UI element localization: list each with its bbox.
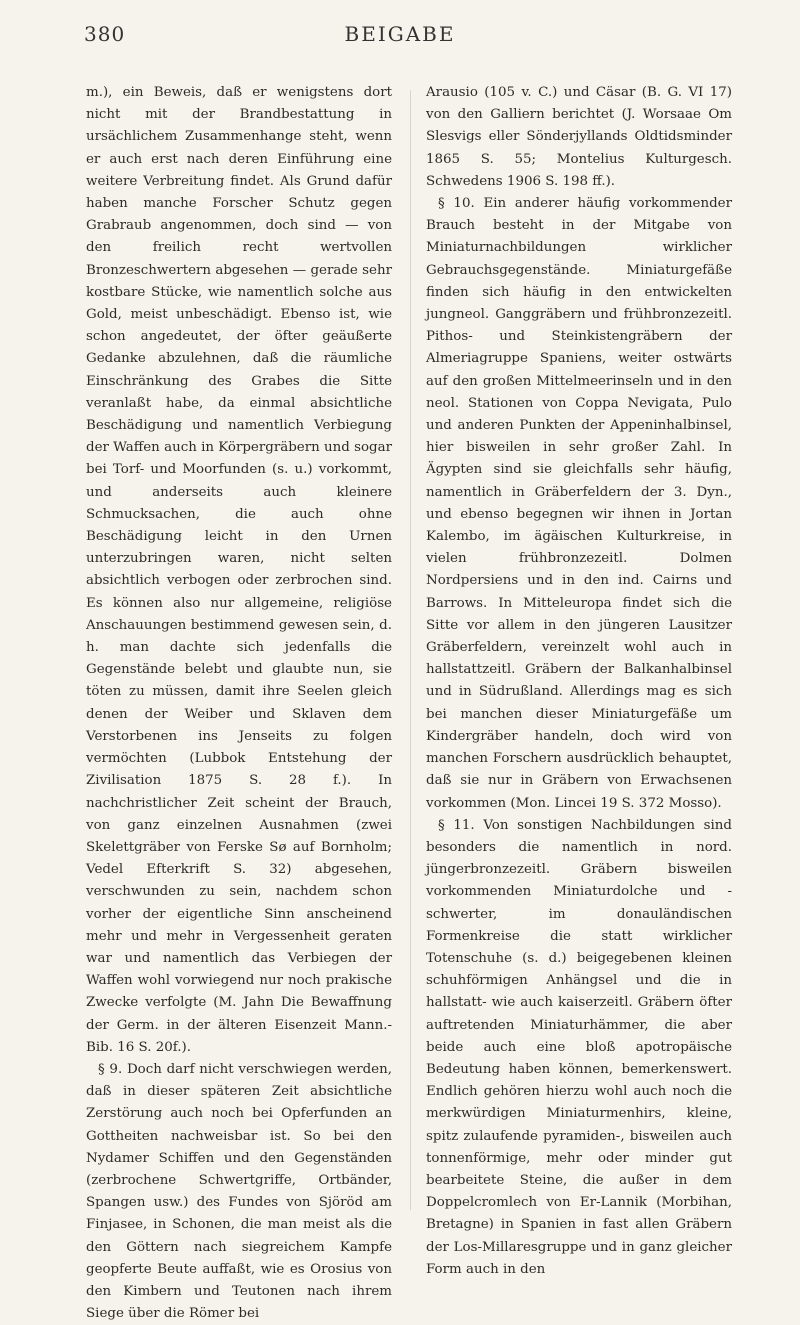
paragraph-section-10: § 10. Ein anderer häufig vorkommender Brauch besteht in der Mitgabe von Miniaturnachbildungen wirklicher Gebrauchsgegenstände. Miniaturgefäße finden sich häufig in den entwickelten jungneol. Ganggräbern und frühbronzezeitl. Pithos- und Steinkistengräbern der Almeriagruppe Spaniens, weiter ostwärts auf den großen Mittelmeerinseln und in den neol. Stationen von Coppa Nevigata, Pulo und anderen Punkten der Appeninhalbinsel, hier bisweilen in sehr großer Zahl. In Ägypten sind sie gleichfalls sehr häufig, namentlich in Gräberfeldern der 3. Dyn., und ebenso begegnen wir ihnen in Jortan Kalembo, im ägäischen Kulturkreise, in vielen frühbronzezeitl. Dolmen Nordpersiens und in den ind. Cairns und Barrows. In Mitteleuropa findet sich die Sitte vor allem in den jüngeren Lausitzer Gräberfeldern, vereinzelt wohl auch in hallstattzeitl. Gräbern der Balkanhalbinsel und in Südrußland. Allerdings mag es sich bei manchen dieser Miniaturgefäße um Kindergräber handeln, doch wird von manchen Forschern ausdrücklich behauptet, daß sie nur in Gräbern von Erwachsenen vorkommen (Mon. Lincei 19 S. 372 Mosso). [426,196,732,811]
paragraph-section-9: § 9. Doch darf nicht verschwiegen werden, daß in dieser späteren Zeit absichtliche Zerstörung auch noch bei Opferfunden an Gottheiten nachweisbar ist. So bei den Nydamer Schiffen und den Gegenständen (zerbrochene Schwertgriffe, Ortbänder, Spangen usw.) des Fundes von Sjöröd am Finjasee, in Schonen, die man meist als die den Göttern nach siegreichem Kampfe geopferte Beute auffaßt, wie es Orosius von den Kimbern und Teutonen nach ihrem Siege über die Römer bei [86,1061,392,1322]
page-number: 380 [84,22,126,46]
left-column [86,82,392,1325]
paragraph: Arausio (105 v. C.) und Cäsar (B. G. VI 17) von den Galliern berichtet (J. Worsaae Om Slesvigs eller Sönderjyllands Oldtidsminder 1865 S. 55; Montelius Kulturgesch. Schwedens 1906 S. 198 ff.). [426,85,732,189]
running-title: BEIGABE [344,22,456,46]
right-column [426,82,732,1281]
paragraph: m.), ein Beweis, daß er wenigstens dort nicht mit der Brandbestattung in ursächlichem Zusammenhange steht, wenn er auch erst nach deren Einführung eine weitere Verbreitung findet. Als Grund dafür haben manche Forscher Schutz gegen Grabraub angenommen, doch sind — von den freilich recht wertvollen Bronzeschwertern abgesehen — gerade sehr kostbare Stücke, wie namentlich solche aus Gold, meist unbeschädigt. Ebenso ist, wie schon angedeutet, der öfter geäußerte Gedanke abzulehnen, daß die räumliche Einschränkung des Grabes die Sitte veranlaßt habe, da einmal absichtliche Beschädigung und namentlich Verbiegung der Waffen auch in Körpergräbern und sogar bei Torf- und Moorfunden (s. u.) vorkommt, und anderseits auch kleinere Schmucksachen, die auch ohne Beschädigung leicht in den Urnen unterzubringen waren, nicht selten absichtlich verbogen oder zerbrochen sind. Es können also nur allgemeine, religiöse Anschauungen bestimmend gewesen sein, d. h. man dachte sich jedenfalls die Gegenstände belebt und glaubte nun, sie töten zu müssen, damit ihre Seelen gleich denen der Weiber und Sklaven dem Verstorbenen ins Jenseits zu folgen vermöchten (Lubbok Entstehung der Zivilisation 1875 S. 28 f.). In nachchristlicher Zeit scheint der Brauch, von ganz einzelnen Ausnahmen (zwei Skelettgräber von Ferske Sø auf Bornholm; Vedel Efterkrift S. 32) abgesehen, verschwunden zu sein, nachdem schon vorher der eigentliche Sinn anscheinend mehr und mehr in Vergessenheit geraten war und namentlich das Verbiegen der Waffen wohl vorwiegend nur noch prakische Zwecke verfolgte (M. Jahn Die Bewaffnung der Germ. in der älteren Eisenzeit Mann.-Bib. 16 S. 20f.). [86,85,392,1055]
paragraph-section-11: § 11. Von sonstigen Nachbildungen sind besonders die namentlich in nord. jüngerbronzezeitl. Gräbern bisweilen vorkommenden Miniaturdolche und -schwerter, im donauländischen Formenkreise die statt wirklicher Totenschuhe (s. d.) beigegebenen kleinen schuhförmigen Anhängsel und die in hallstatt- wie auch kaiserzeitl. Gräbern öfter auftretenden Miniaturhämmer, die aber beide auch eine bloß apotropäische Bedeutung haben können, bemerkenswert. Endlich gehören hierzu wohl auch noch die merkwürdigen Miniaturmenhirs, kleine, spitz zulaufende pyramiden-, bisweilen auch tonnenförmige, mehr oder minder gut bearbeitete Steine, die außer in dem Doppelcromlech von Er-Lannik (Morbihan, Bretagne) in Spanien in fast allen Gräbern der Los-Millaresgruppe und in ganz gleicher Form auch in den [426,817,732,1277]
column-divider [410,90,411,1210]
page-header [0,22,800,62]
